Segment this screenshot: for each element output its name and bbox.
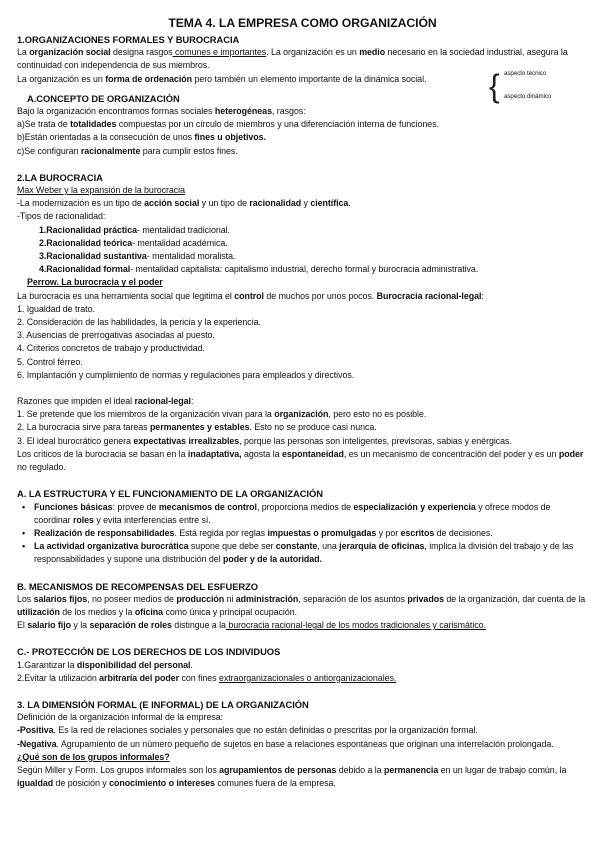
paragraph-razones: Razones que impiden el ideal racional-legal: [17, 396, 194, 407]
subheading-perrow: Perrow. La burocracia y el poder [27, 277, 163, 288]
section-heading-derechos: C.- PROTECCIÓN DE LOS DERECHOS DE LOS INDIVIDUOS [17, 646, 281, 658]
list-item-racionalidad-formal: 4.Racionalidad formal- mentalidad capitalista: capitalismo industrial, derecho formal y burocracia administrativa. [39, 264, 479, 275]
list-item: 4. Criterios concretos de trabajo y productividad. [17, 343, 205, 354]
page-title: TEMA 4. LA EMPRESA COMO ORGANIZACIÓN [168, 16, 437, 30]
list-item: 1. Igualdad de trato. [17, 303, 95, 314]
list-item-responsabilidades: • Realización de responsabilidades. Está regida por reglas impuestas o promulgadas y por escritos de decisiones. [34, 527, 588, 540]
paragraph-miller-form: Según Miller y Form. Los grupos informales son los agrupamientos de personas debido a la permanencia en un lugar de trabajo común, la igualdad de posición y conocimiento o intereses comunes fuera de la empresa. [17, 764, 567, 789]
list-item-razon-3: 3. El ideal burocrático genera expectativas irrealizables, porque las personas son inteligentes, previsoras, sabias y enérgicas. [17, 435, 512, 446]
list-item-funciones-basicas: • Funciones básicas: provee de mecanismos de control, proporciona medios de especialización y experiencia y ofrece modos de coordinar roles y evita interferencias entre sí. [34, 501, 588, 527]
section-heading-concepto: A.CONCEPTO DE ORGANIZACIÓN [27, 92, 180, 104]
brace-label-tecnico: aspecto técnico [504, 70, 547, 77]
paragraph-negativa: -Negativa. Agrupamiento de un número pequeño de sujetos en base a relaciones espontáneas que originan una interrelación prolongada. [17, 738, 554, 749]
list-item-evitar: 2.Evitar la utilización arbitraria del poder con fines extraorganizacionales o antiorganizacionales. [17, 672, 397, 683]
section-heading-recompensas: B. MECANISMOS DE RECOMPENSAS DEL ESFUERZO [17, 580, 259, 592]
list-item-a: a)Se trata de totalidades compuestas por un círculo de miembros y una diferenciación interna de funciones. [17, 119, 439, 130]
curly-brace: { [489, 68, 500, 104]
paragraph-burocracia-herramienta: La burocracia es una herramienta social que legitima el control de muchos por unos pocos. Burocracia racional-legal: [17, 290, 484, 301]
subheading-grupos-informales: ¿Qué son de los grupos informales? [17, 751, 170, 762]
paragraph-salarios-fijos: Los salarios fijos, no poseer medios de producción ni administración, separación de los asuntos privados de la organización, dar cuenta de la utilización de los medios y la oficina como única y principal ocupación. [17, 593, 586, 617]
paragraph-positiva: -Positiva. Es la red de relaciones sociales y personales que no están definidas o prescritas por la organización formal. [17, 725, 478, 736]
section-heading-organizaciones: 1.ORGANIZACIONES FORMALES Y BUROCRACIA [17, 34, 240, 45]
list-item-actividad-organizativa: • La actividad organizativa burocrática supone que debe ser constante, una jerarquía de oficinas, implica la división del trabajo y de las responsabilidades y supone una distribución del poder y de la autoridad. [34, 540, 588, 566]
list-item-racionalidad-practica: 1.Racionalidad práctica- mentalidad tradicional. [39, 224, 230, 235]
list-item-c: c)Se configuran racionalmente para cumplir estos fines. [17, 145, 238, 156]
brace-label-dinamico: aspecto dinámico [504, 93, 552, 100]
list-item-b: b)Están orientadas a la consecución de unos fines u objetivos. [17, 132, 266, 143]
list-item: 6. Implantación y cumplimiento de normas y regulaciones para empleados y directivos. [17, 369, 355, 380]
list-item-razon-1: 1. Se pretende que los miembros de la organización vivan para la organización, pero esto no es posible. [17, 409, 427, 420]
list-item-garantizar: 1.Garantizar la disponibilidad del personal. [17, 659, 193, 670]
subheading-max-weber: Max Weber y la expansión de la burocracia [17, 185, 185, 196]
aspect-brace-annotation [489, 67, 589, 107]
section-heading-burocracia: 2.LA BUROCRACIA [17, 171, 103, 183]
list-item-razon-2: 2. La burocracia sirve para tareas permanentes y estables. Esto no se produce casi nunca. [17, 422, 377, 433]
paragraph-salario-fijo-roles: El salario fijo y la separación de roles distingue a la burocracia racional-legal de los modos tradicionales y carismático. [17, 620, 486, 631]
list-item-racionalidad-sustantiva: 3.Racionalidad sustantiva- mentalidad moralista. [39, 251, 236, 262]
list-item: 3. Ausencias de prerrogativas asociadas al puesto. [17, 330, 215, 341]
list-item: 2. Consideración de las habilidades, la pericia y la experiencia. [17, 317, 261, 328]
paragraph-criticos: Los críticos de la burocracia se basan en la inadaptativa, agosta la espontaneidad, es un mecanismo de concentración del poder y es un poder no regulado. [17, 448, 584, 473]
bullet-list-estructura [17, 501, 588, 567]
paragraph-modernizacion: -La modernización es un tipo de acción social y un tipo de racionalidad y científica. [17, 198, 351, 209]
list-item-racionalidad-teorica: 2.Racionalidad teórica- mentalidad académica. [39, 237, 228, 248]
section-heading-estructura: A. LA ESTRUCTURA Y EL FUNCIONAMIENTO DE LA ORGANIZACIÓN [17, 488, 323, 500]
section-heading-dimension-formal: 3. LA DIMENSIÓN FORMAL (E INFORMAL) DE LA ORGANIZACIÓN [17, 698, 309, 710]
paragraph-organizacion-social: La organización social designa rasgos comunes e importantes. La organización es un medio necesario en la sociedad industrial, asegura la continuidad con independencia de sus miembros. [17, 47, 568, 71]
paragraph-definicion: Definición de la organización informal de la empresa: [17, 712, 224, 723]
list-item: 5. Control férreo. [17, 356, 83, 367]
paragraph-concepto-intro: Bajo la organización encontramos formas sociales heterogéneas, rasgos: [17, 106, 306, 117]
paragraph-tipos-racionalidad: -Tipos de racionalidad: [17, 211, 106, 222]
paragraph-forma-ordenacion: La organización es un forma de ordenación pero también un elemento importante de la dinámica social. [17, 73, 427, 84]
